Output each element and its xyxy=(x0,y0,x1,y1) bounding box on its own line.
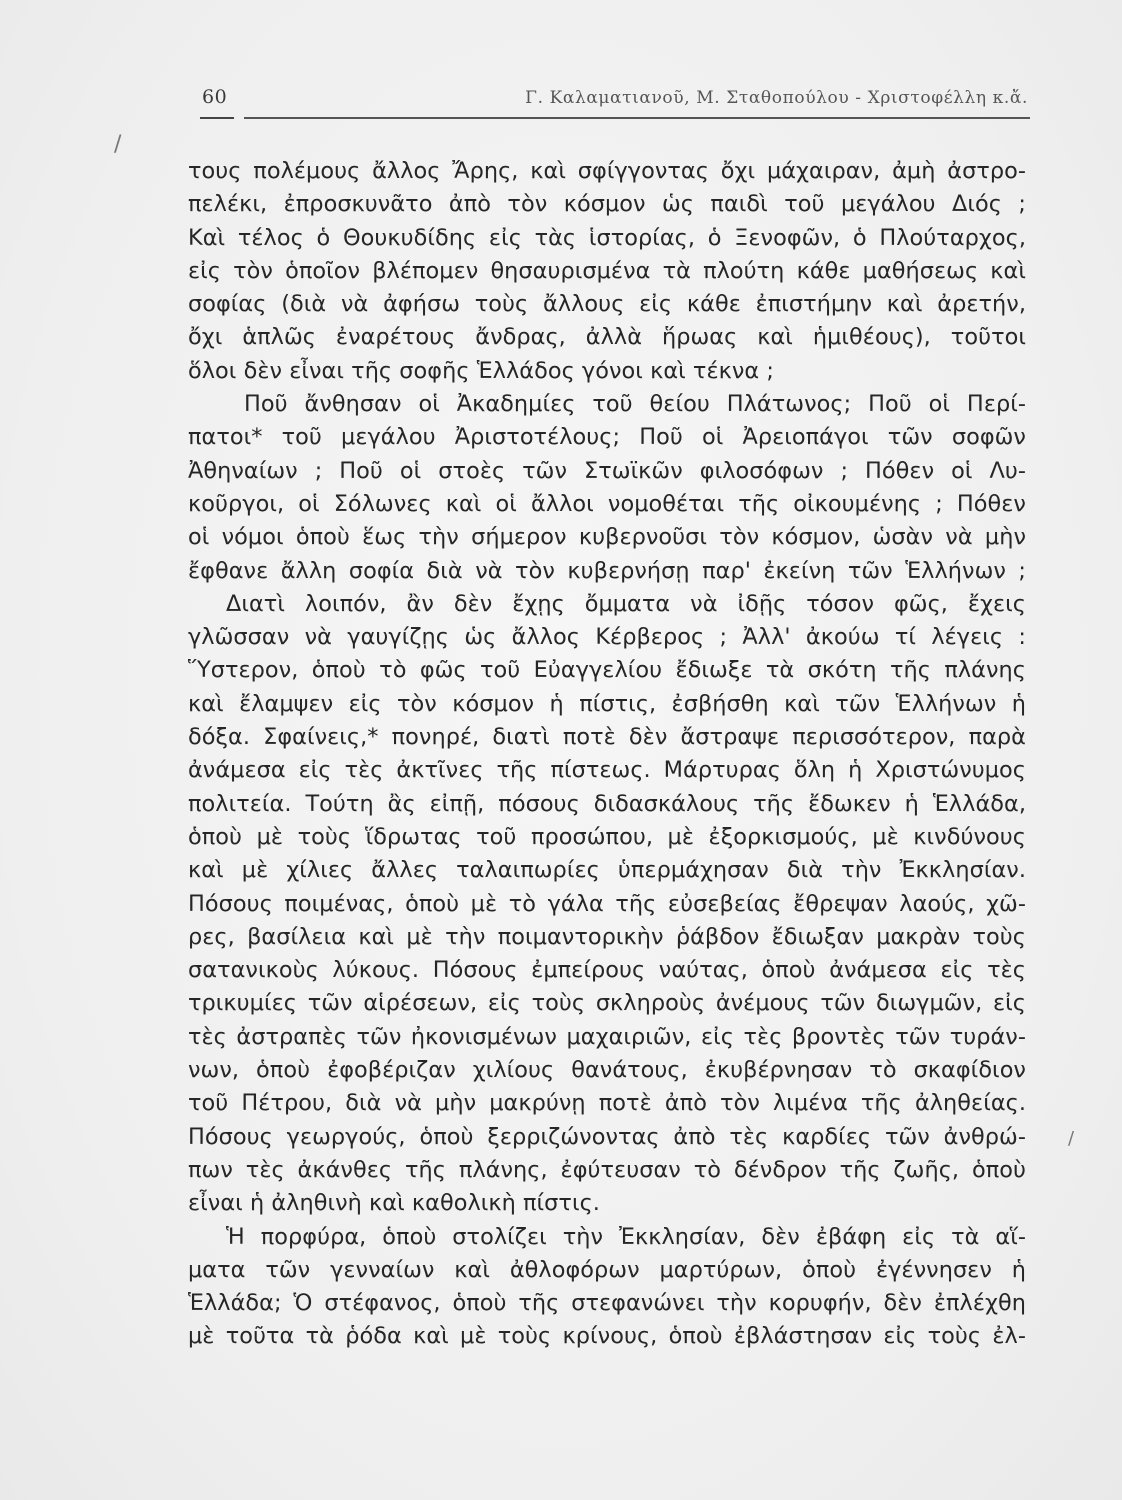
text-line: τοῦ Πέτρου, διὰ νὰ μὴν μακρύνῃ ποτὲ ἀπὸ τὸν λιμένα τῆς ἀληθείας. xyxy=(188,1090,1026,1117)
text-line: δόξα. Σφαίνεις,* πονηρέ, διατὶ ποτὲ δὲν ἄστραψε περισσότερον, παρὰ xyxy=(188,724,1026,751)
text-line: τρικυμίες τῶν αἱρέσεων, εἰς τοὺς σκληροὺς ἀνέμους τῶν διωγμῶν, εἰς xyxy=(188,990,1026,1017)
page-number: 60 xyxy=(202,86,228,108)
text-line: σατανικοὺς λύκους. Πόσους ἐμπείρους ναύτας, ὁποὺ ἀνάμεσα εἰς τὲς xyxy=(188,957,1026,984)
text-line: Ἑλλάδα; Ὁ στέφανος, ὁποὺ τῆς στεφανώνει τὴν κορυφήν, δὲν ἐπλέχθη xyxy=(188,1290,1026,1317)
text-line: κοῦργοι, οἱ Σόλωνες καὶ οἱ ἄλλοι νομοθέται τῆς οἰκουμένης ; Πόθεν xyxy=(188,490,1026,517)
text-line: ἔφθανε ἄλλη σοφία διὰ νὰ τὸν κυβερνήσῃ παρ' ἐκείνη τῶν Ἑλλήνων ; xyxy=(188,557,1026,584)
text-line: ὄχι ἁπλῶς ἐναρέτους ἄνδρας, ἀλλὰ ἥρωας καὶ ἡμιθέους), τοῦτοι xyxy=(188,324,1026,351)
text-line: ἀνάμεσα εἰς τὲς ἀκτῖνες τῆς πίστεως. Μάρτυρας ὅλη ἡ Χριστώνυμος xyxy=(188,757,1026,784)
text-line: καὶ ἔλαμψεν εἰς τὸν κόσμον ἡ πίστις, ἐσβήσθη καὶ τῶν Ἑλλήνων ἡ xyxy=(188,690,1026,717)
text-line: ὁποὺ μὲ τοὺς ἵδρωτας τοῦ προσώπου, μὲ ἐξορκισμούς, μὲ κινδύνους xyxy=(188,823,1026,850)
running-head: Γ. Καλαματιανοῦ, Μ. Σταθοπούλου - Χριστοφέλλη κ.ἄ. xyxy=(525,88,1028,108)
text-line: Πόσους γεωργούς, ὁποὺ ξερριζώνοντας ἀπὸ τὲς καρδίες τῶν ἀνθρώ- xyxy=(188,1123,1026,1150)
text-line: πελέκι, ἐπροσκυνᾶτο ἀπὸ τὸν κόσμον ὡς παιδὶ τοῦ μεγάλου Διός ; xyxy=(188,191,1026,218)
margin-mark-right: / xyxy=(1068,1128,1075,1149)
page-header xyxy=(200,86,1030,120)
text-line: εἶναι ἡ ἀληθινὴ καὶ καθολικὴ πίστις. xyxy=(188,1190,600,1217)
text-line: Καὶ τέλος ὁ Θουκυδίδης εἰς τὰς ἱστορίας, ὁ Ξενοφῶν, ὁ Πλούταρχος, xyxy=(188,224,1026,251)
text-line: ὅλοι δὲν εἶναι τῆς σοφῆς Ἑλλάδος γόνοι καὶ τέκνα ; xyxy=(188,357,774,384)
header-rule-long xyxy=(244,117,1030,119)
text-line: πολιτεία. Τούτη ἂς εἰπῇ, πόσους διδασκάλους τῆς ἔδωκεν ἡ Ἑλλάδα, xyxy=(188,790,1026,817)
text-line: γλῶσσαν νὰ γαυγίζῃς ὡς ἄλλος Κέρβερος ; Ἀλλ' ἀκούω τί λέγεις : xyxy=(188,624,1026,651)
text-line: μὲ τοῦτα τὰ ῥόδα καὶ μὲ τοὺς κρίνους, ὁποὺ ἐβλάστησαν εἰς τοὺς ἐλ- xyxy=(188,1323,1026,1350)
text-line: καὶ μὲ χίλιες ἄλλες ταλαιπωρίες ὑπερμάχησαν διὰ τὴν Ἐκκλησίαν. xyxy=(188,857,1026,884)
text-line: νων, ὁποὺ ἐφοβέριζαν χιλίους θανάτους, ἐκυβέρνησαν τὸ σκαφίδιον xyxy=(188,1057,1026,1084)
header-rule-short xyxy=(200,117,234,119)
text-line: πατοι* τοῦ μεγάλου Ἀριστοτέλους; Ποῦ οἱ Ἀρειοπάγοι τῶν σοφῶν xyxy=(188,424,1026,451)
text-line: εἰς τὸν ὁποῖον βλέπομεν θησαυρισμένα τὰ πλούτη κάθε μαθήσεως καὶ xyxy=(188,257,1026,284)
text-line: Ποῦ ἄνθησαν οἱ Ἀκαδημίες τοῦ θείου Πλάτωνος; Ποῦ οἱ Περί- xyxy=(244,391,1026,418)
text-line: Διατὶ λοιπόν, ἂν δὲν ἔχῃς ὄμματα νὰ ἰδῇς τόσον φῶς, ἔχεις xyxy=(226,590,1026,617)
text-line: ματα τῶν γενναίων καὶ ἀθλοφόρων μαρτύρων, ὁποὺ ἐγέννησεν ἡ xyxy=(188,1256,1026,1283)
text-line: τὲς ἀστραπὲς τῶν ἠκονισμένων μαχαιριῶν, εἰς τὲς βροντὲς τῶν τυράν- xyxy=(188,1023,1026,1050)
text-line: σοφίας (διὰ νὰ ἀφήσω τοὺς ἄλλους εἰς κάθε ἐπιστήμην καὶ ἀρετήν, xyxy=(188,291,1026,318)
text-line: Ἀθηναίων ; Ποῦ οἱ στοὲς τῶν Στωϊκῶν φιλοσόφων ; Πόθεν οἱ Λυ- xyxy=(188,457,1026,484)
margin-mark-top-left: / xyxy=(114,132,122,157)
text-line: Ὕστερον, ὁποὺ τὸ φῶς τοῦ Εὐαγγελίου ἔδιωξε τὰ σκότη τῆς πλάνης xyxy=(188,657,1026,684)
text-line: τους πολέμους ἄλλος Ἄρης, καὶ σφίγγοντας ὄχι μάχαιραν, ἀμὴ ἀστρο- xyxy=(188,158,1026,184)
text-line: ρες, βασίλεια καὶ μὲ τὴν ποιμαντορικὴν ῥάβδον ἔδιωξαν μακρὰν τοὺς xyxy=(188,923,1026,950)
text-line: οἱ νόμοι ὁποὺ ἕως τὴν σήμερον κυβερνοῦσι τὸν κόσμον, ὡσὰν νὰ μὴν xyxy=(188,524,1026,551)
body-text xyxy=(188,155,1026,1354)
text-line: πων τὲς ἀκάνθες τῆς πλάνης, ἐφύτευσαν τὸ δένδρον τῆς ζωῆς, ὁποὺ xyxy=(188,1156,1026,1183)
text-line: Πόσους ποιμένας, ὁποὺ μὲ τὸ γάλα τῆς εὐσεβείας ἔθρεψαν λαούς, χῶ- xyxy=(188,890,1026,917)
text-line: Ἡ πορφύρα, ὁποὺ στολίζει τὴν Ἐκκλησίαν, δὲν ἐβάφη εἰς τὰ αἵ- xyxy=(226,1223,1026,1250)
